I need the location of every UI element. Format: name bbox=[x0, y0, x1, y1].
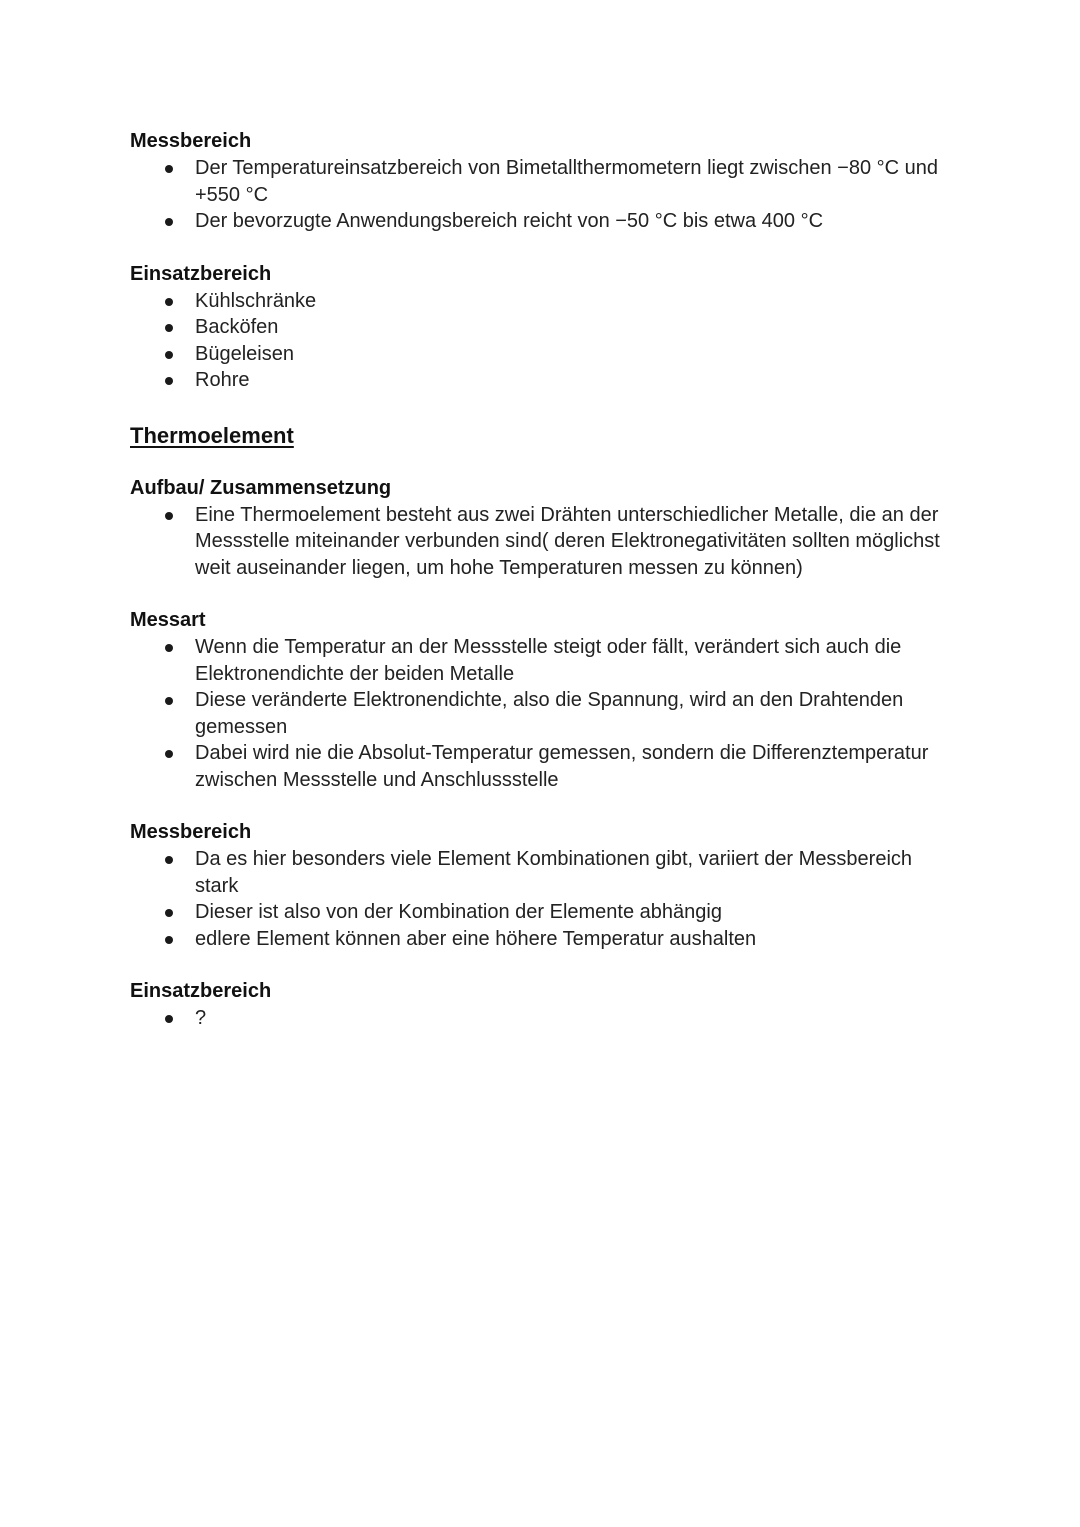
section-heading-messart: Messart bbox=[130, 609, 206, 631]
list-item bbox=[130, 687, 950, 740]
bullet-icon bbox=[165, 856, 173, 864]
list-item-text: Der bevorzugte Anwendungsbereich reicht von −50 °C bis etwa 400 °C bbox=[195, 210, 824, 232]
list-item bbox=[130, 926, 950, 953]
list-item-text: ? bbox=[195, 1007, 207, 1029]
bullet-icon bbox=[165, 697, 173, 705]
bullet-list bbox=[130, 846, 950, 952]
list-item-text: Bügeleisen bbox=[195, 342, 294, 365]
list-item-text: Der Temperatureinsatzbereich von Bimetallthermometern liegt zwischen −80 °C und +550 °C bbox=[195, 157, 938, 206]
list-item-text: Da es hier besonders viele Element Kombinationen gibt, variiert der Messbereich stark bbox=[195, 848, 913, 897]
list-item bbox=[130, 341, 950, 368]
list-item bbox=[130, 899, 950, 926]
bullet-icon bbox=[165, 377, 173, 385]
list-item-text: Kühlschränke bbox=[195, 289, 317, 312]
list-item bbox=[130, 208, 950, 235]
bullet-icon bbox=[165, 909, 173, 917]
bullet-list bbox=[130, 155, 950, 235]
bullet-icon bbox=[165, 324, 173, 332]
list-item-text: Eine Thermoelement besteht aus zwei Drähten unterschiedlicher Metalle, die an der Messstelle miteinander verbunden sind( deren Elektronegativitäten sollten möglichst weit auseinander liegen, um hohe Temperaturen messen zu können) bbox=[195, 503, 940, 579]
list-item bbox=[130, 367, 950, 394]
list-item bbox=[130, 634, 950, 687]
section-heading-messbereich: Messbereich bbox=[130, 130, 252, 152]
list-item-text: Diese veränderte Elektronendichte, also die Spannung, wird an den Drahtenden gemessen bbox=[195, 689, 904, 738]
bullet-list bbox=[130, 502, 950, 582]
section-heading-messbereich-thermo: Messbereich bbox=[130, 821, 252, 843]
list-item-text: edlere Element können aber eine höhere Temperatur aushalten bbox=[195, 927, 757, 950]
list-item bbox=[130, 288, 950, 315]
list-item bbox=[130, 155, 950, 208]
section-title-thermoelement: Thermoelement bbox=[130, 422, 294, 448]
list-item bbox=[130, 740, 950, 793]
bullet-list bbox=[130, 1005, 950, 1032]
bullet-icon bbox=[165, 644, 173, 652]
list-item-text: Dieser ist also von der Kombination der Elemente abhängig bbox=[195, 901, 722, 923]
list-item bbox=[130, 314, 950, 341]
section-heading-einsatzbereich-thermo: Einsatzbereich bbox=[130, 980, 272, 1002]
list-item bbox=[130, 846, 950, 899]
list-item-text: Rohre bbox=[195, 369, 250, 391]
section-heading-einsatzbereich: Einsatzbereich bbox=[130, 262, 272, 285]
bullet-list bbox=[130, 634, 950, 793]
bullet-icon bbox=[165, 218, 173, 226]
bullet-icon bbox=[165, 165, 173, 173]
bullet-icon bbox=[165, 936, 173, 944]
bullet-list bbox=[130, 288, 950, 394]
document-page bbox=[130, 128, 950, 1032]
list-item-text: Dabei wird nie die Absolut-Temperatur gemessen, sondern die Differenztemperatur zwischen Messstelle und Anschlussstelle bbox=[195, 742, 929, 791]
bullet-icon bbox=[165, 298, 173, 306]
bullet-icon bbox=[165, 351, 173, 359]
bullet-icon bbox=[165, 750, 173, 758]
list-item bbox=[130, 502, 950, 582]
bullet-icon bbox=[165, 512, 173, 520]
list-item bbox=[130, 1005, 950, 1032]
list-item-text: Wenn die Temperatur an der Messstelle steigt oder fällt, verändert sich auch die Elektronendichte der beiden Metalle bbox=[195, 636, 902, 685]
list-item-text: Backöfen bbox=[195, 316, 279, 338]
bullet-icon bbox=[165, 1015, 173, 1023]
section-heading-aufbau: Aufbau/ Zusammensetzung bbox=[130, 476, 392, 499]
